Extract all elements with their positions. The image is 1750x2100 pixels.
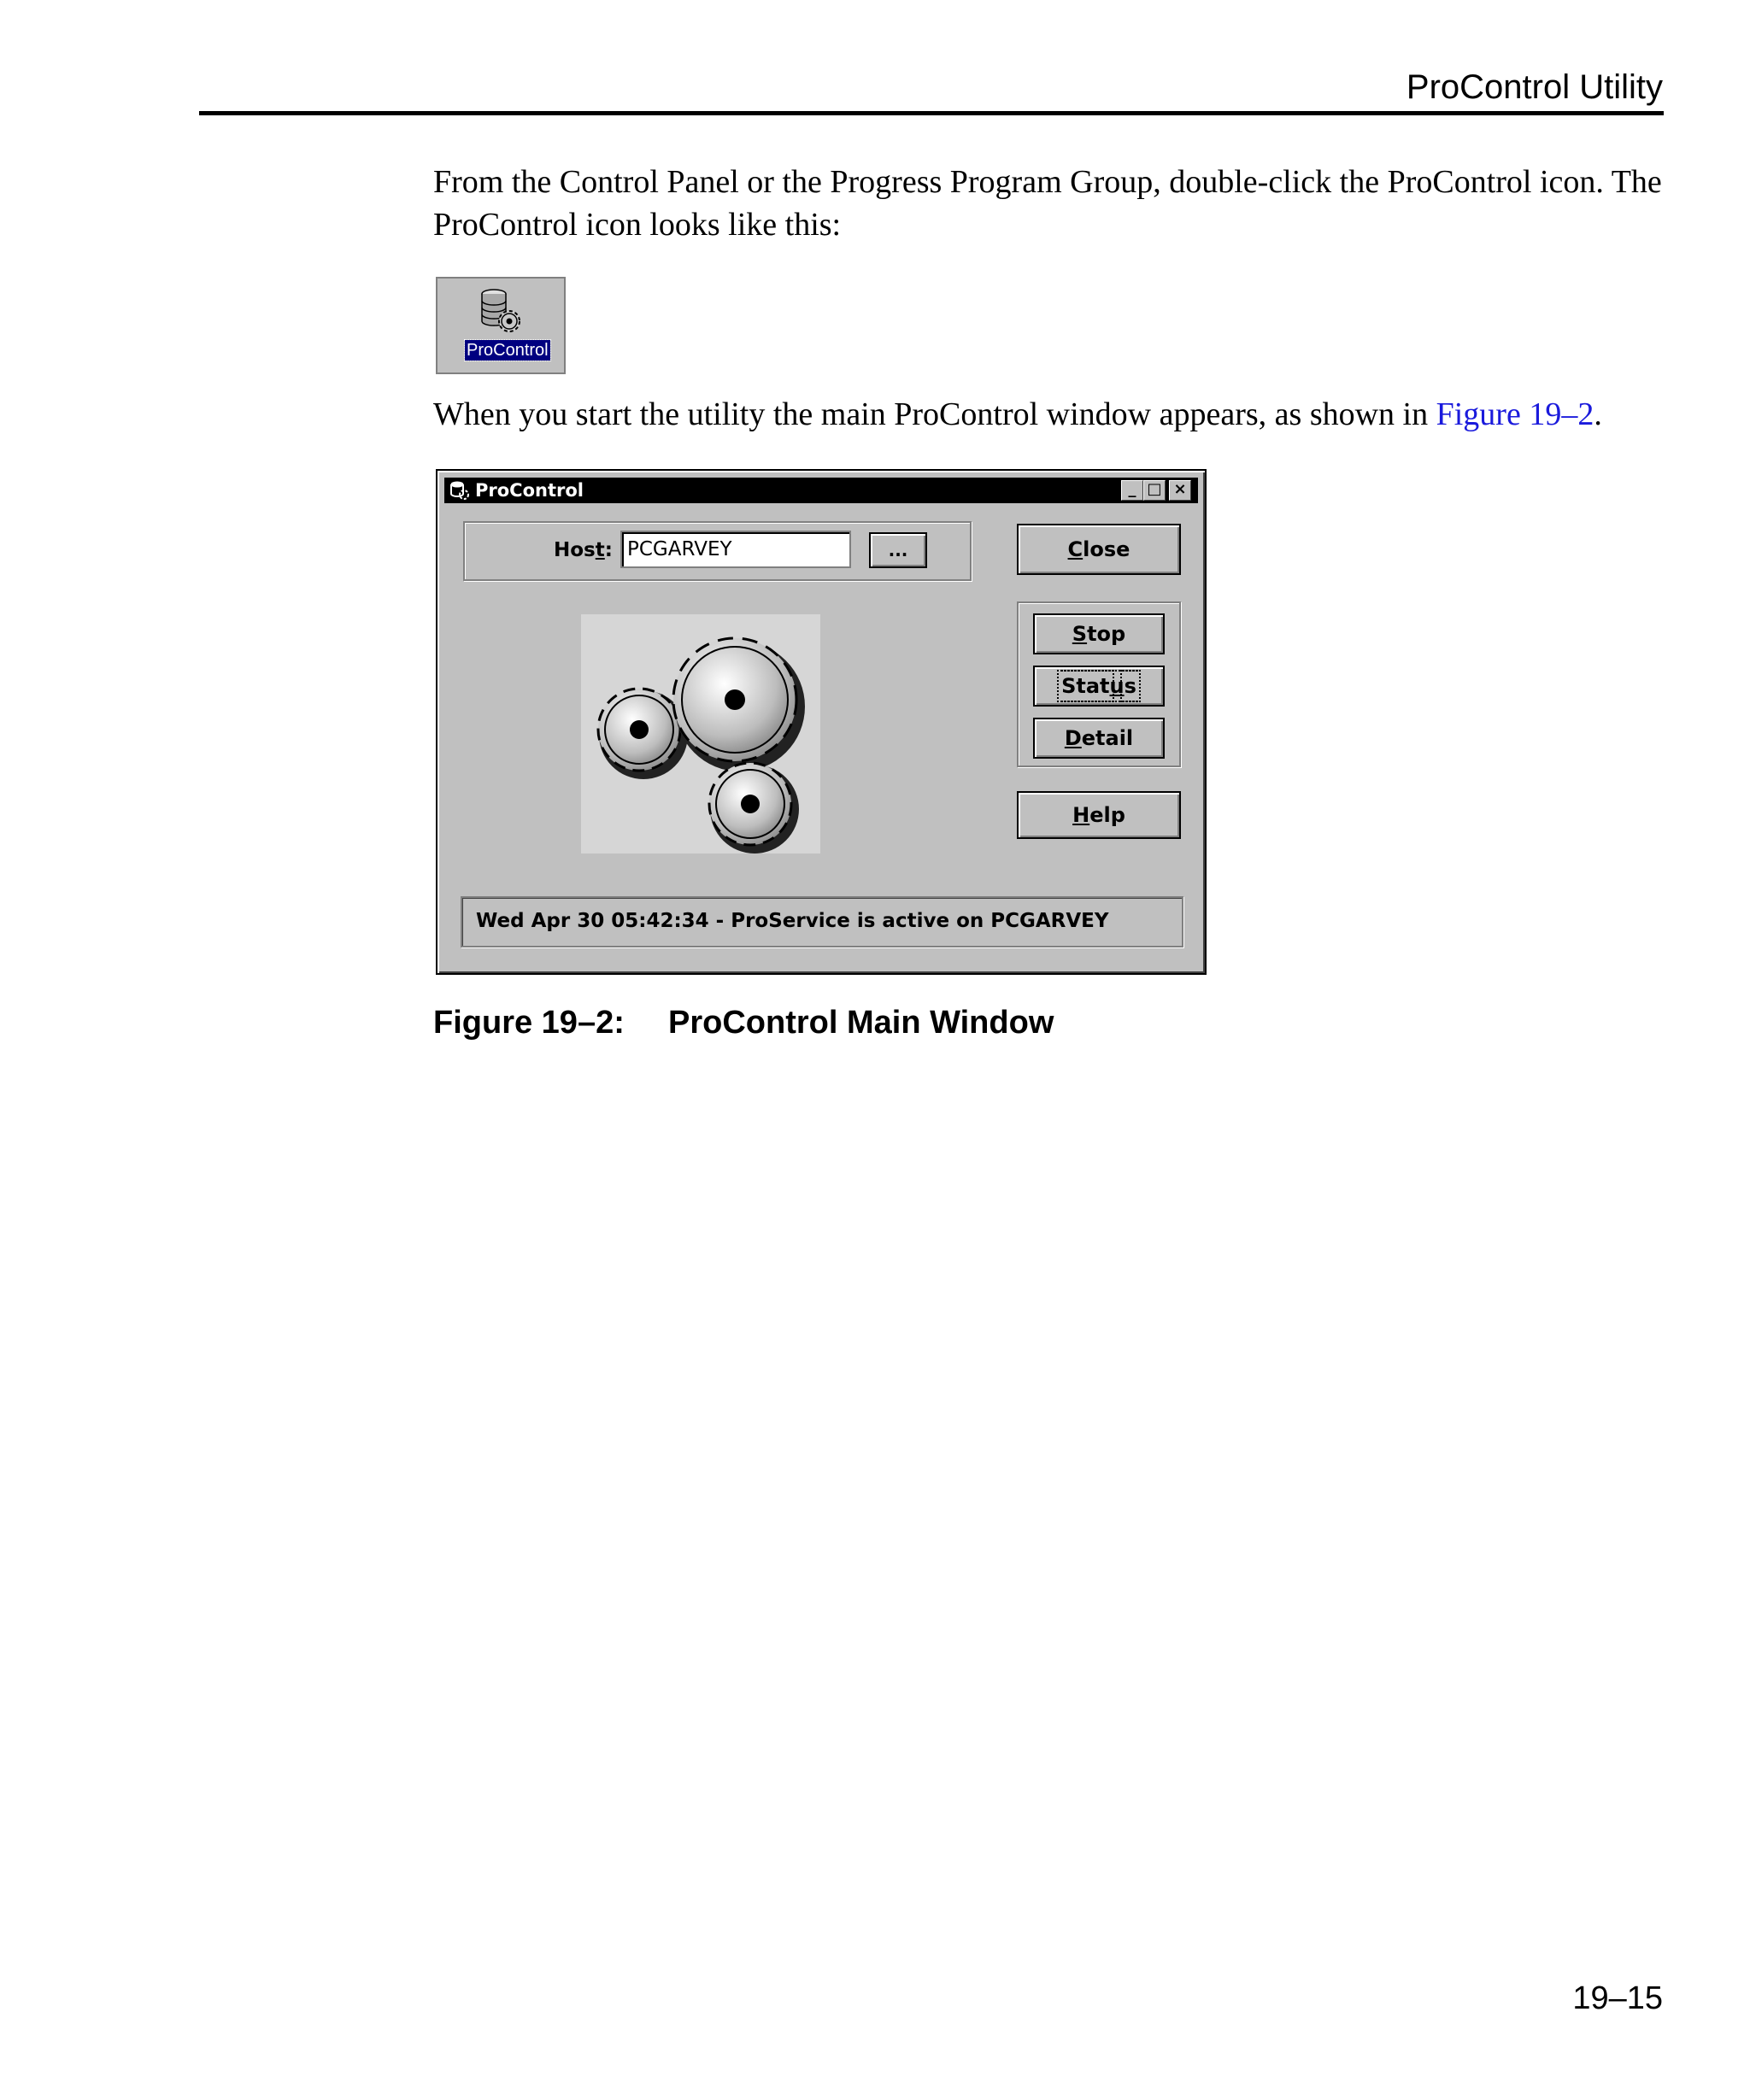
- status-label-pre: Stat: [1061, 674, 1110, 698]
- start-text: When you start the utility the main ProControl window appears, as shown in: [433, 396, 1436, 432]
- procontrol-window: [436, 469, 1207, 975]
- header-rule: [199, 111, 1664, 115]
- procontrol-desktop-icon[interactable]: [436, 277, 566, 374]
- detail-button[interactable]: [1033, 718, 1165, 759]
- host-label-colon: :: [604, 539, 613, 561]
- status-button[interactable]: [1033, 666, 1165, 707]
- gears-icon: [581, 614, 820, 853]
- figure-link[interactable]: Figure 19–2: [1436, 396, 1594, 432]
- running-head: ProControl Utility: [1406, 68, 1663, 106]
- stop-button[interactable]: [1033, 613, 1165, 654]
- stop-mnemonic: S: [1072, 622, 1088, 646]
- status-label-post: s: [1124, 674, 1136, 698]
- app-icon: [449, 480, 470, 501]
- status-bar: Wed Apr 30 05:42:34 - ProService is active on PCGARVEY: [461, 896, 1183, 947]
- detail-mnemonic: D: [1064, 726, 1082, 750]
- window-title: ProControl: [475, 480, 584, 501]
- help-button[interactable]: [1017, 791, 1181, 839]
- host-label-mnemonic: t: [595, 539, 605, 561]
- close-window-button[interactable]: ×: [1169, 480, 1191, 501]
- close-label: lose: [1083, 537, 1130, 561]
- host-input[interactable]: [620, 531, 851, 568]
- title-bar[interactable]: [444, 478, 1198, 503]
- page-number: 19–15: [1572, 1980, 1663, 2016]
- figure-title: ProControl Main Window: [668, 1005, 1054, 1041]
- stop-label: top: [1087, 622, 1126, 646]
- help-mnemonic: H: [1072, 803, 1090, 827]
- start-text-end: .: [1594, 396, 1602, 432]
- start-paragraph: [433, 393, 1681, 436]
- close-button[interactable]: [1017, 524, 1181, 575]
- detail-label: etail: [1081, 726, 1134, 750]
- database-gear-icon: [477, 285, 526, 338]
- figure-number: Figure 19–2:: [433, 1005, 625, 1041]
- browse-host-button[interactable]: ...: [869, 532, 927, 568]
- host-label-text: Hos: [554, 539, 596, 561]
- minimize-button[interactable]: _: [1121, 480, 1143, 501]
- status-mnemonic: u: [1109, 674, 1125, 698]
- close-mnemonic: C: [1067, 537, 1083, 561]
- help-label: elp: [1089, 803, 1125, 827]
- intro-paragraph: From the Control Panel or the Progress Program Group, double-click the ProControl icon. The ProControl icon looks like this:: [433, 164, 1662, 243]
- maximize-button[interactable]: □: [1143, 480, 1166, 501]
- desktop-icon-label: ProControl: [467, 341, 549, 360]
- host-label: [554, 539, 613, 561]
